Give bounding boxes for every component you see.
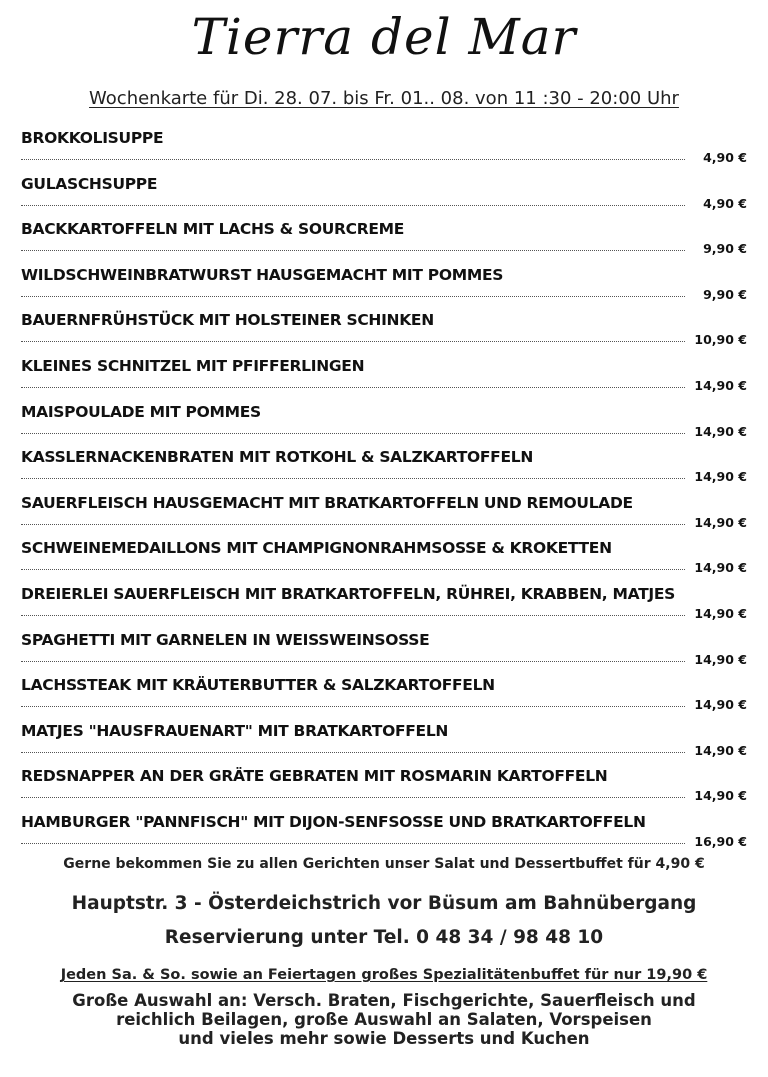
dotted-leader	[21, 205, 685, 206]
dotted-leader	[21, 341, 685, 342]
menu-item	[21, 813, 747, 859]
dotted-leader	[21, 569, 685, 570]
menu-item-price: 14,90 €	[694, 377, 747, 393]
buffet-line: Große Auswahl an: Versch. Braten, Fischgerichte, Sauerfleisch und	[72, 991, 696, 1010]
menu-item	[21, 631, 747, 677]
buffet-description	[0, 991, 768, 1048]
dotted-leader	[21, 661, 685, 662]
dotted-leader	[21, 250, 685, 251]
menu-item	[21, 494, 747, 540]
menu-list	[21, 129, 747, 859]
menu-item-price: 14,90 €	[694, 469, 747, 485]
menu-item-name: WILDSCHWEINBRATWURST HAUSGEMACHT MIT POMMES	[21, 265, 504, 284]
menu-item-name: BACKKARTOFFELN MIT LACHS & SOURCREME	[21, 220, 405, 239]
menu-item	[21, 357, 747, 403]
buffet-line: reichlich Beilagen, große Auswahl an Salaten, Vorspeisen	[116, 1010, 652, 1029]
menu-item-name: SPAGHETTI MIT GARNELEN IN WEISSWEINSOSSE	[21, 630, 430, 649]
menu-item-price: 14,90 €	[694, 514, 747, 530]
reservation-phone: Reservierung unter Tel. 0 48 34 / 98 48 10	[164, 927, 604, 948]
menu-item	[21, 448, 747, 494]
dotted-leader	[21, 433, 685, 434]
menu-item-price: 4,90 €	[703, 150, 747, 165]
menu-item-price: 14,90 €	[694, 651, 747, 667]
dotted-leader	[21, 159, 685, 160]
menu-item	[21, 722, 747, 768]
menu-item-name: KASSLERNACKENBRATEN MIT ROTKOHL & SALZKARTOFFELN	[21, 448, 534, 467]
menu-item-price: 14,90 €	[694, 560, 747, 576]
menu-item-price: 4,90 €	[703, 195, 747, 211]
menu-item-name: GULASCHSUPPE	[21, 174, 158, 193]
menu-item	[21, 266, 747, 312]
address: Hauptstr. 3 - Österdeichstrich vor Büsum am Bahnübergang	[71, 893, 697, 914]
menu-item	[21, 311, 747, 357]
week-subtitle: Wochenkarte für Di. 28. 07. bis Fr. 01.. 08. von 11 :30 - 20:00 Uhr	[89, 88, 679, 109]
menu-item	[21, 129, 747, 175]
weekend-buffet-note: Jeden Sa. & So. sowie an Feiertagen großes Spezialitätenbuffet für nur 19,90 €	[60, 967, 708, 983]
menu-item-price: 14,90 €	[694, 605, 747, 621]
buffet-line: und vieles mehr sowie Desserts und Kuchen	[178, 1029, 590, 1048]
dotted-leader	[21, 524, 685, 525]
menu-item-name: MAISPOULADE MIT POMMES	[21, 402, 261, 421]
menu-item	[21, 767, 747, 813]
menu-item-price: 16,90 €	[694, 833, 747, 849]
menu-item-name: KLEINES SCHNITZEL MIT PFIFFERLINGEN	[21, 356, 365, 375]
menu-item-name: HAMBURGER "PANNFISCH" MIT DIJON-SENFSOSSE UND BRATKARTOFFELN	[21, 812, 646, 831]
menu-item-name: BROKKOLISUPPE	[21, 129, 164, 147]
menu-item	[21, 175, 747, 221]
dotted-leader	[21, 706, 685, 707]
menu-item-name: MATJES "HAUSFRAUENART" MIT BRATKARTOFFELN	[21, 721, 449, 740]
dotted-leader	[21, 752, 685, 753]
menu-item-price: 10,90 €	[694, 332, 747, 348]
menu-item-price: 14,90 €	[694, 697, 747, 713]
dotted-leader	[21, 615, 685, 616]
menu-item-name: LACHSSTEAK MIT KRÄUTERBUTTER & SALZKARTOFFELN	[21, 676, 495, 695]
dotted-leader	[21, 387, 685, 388]
restaurant-title: Tierra del Mar	[191, 8, 577, 66]
menu-item	[21, 585, 747, 631]
menu-item-name: DREIERLEI SAUERFLEISCH MIT BRATKARTOFFELN, RÜHREI, KRABBEN, MATJES	[21, 584, 675, 603]
menu-item-name: BAUERNFRÜHSTÜCK MIT HOLSTEINER SCHINKEN	[21, 311, 434, 330]
dotted-leader	[21, 843, 685, 844]
menu-item	[21, 403, 747, 449]
menu-item-price: 9,90 €	[703, 286, 747, 302]
salad-buffet-note: Gerne bekommen Sie zu allen Gerichten unser Salat und Dessertbuffet für 4,90 €	[63, 856, 705, 872]
menu-item-price: 14,90 €	[694, 788, 747, 804]
dotted-leader	[21, 797, 685, 798]
dotted-leader	[21, 478, 685, 479]
menu-item-price: 14,90 €	[694, 423, 747, 439]
menu-item-name: REDSNAPPER AN DER GRÄTE GEBRATEN MIT ROSMARIN KARTOFFELN	[21, 767, 608, 786]
menu-item-name: SAUERFLEISCH HAUSGEMACHT MIT BRATKARTOFFELN UND REMOULADE	[21, 493, 633, 512]
menu-item-name: SCHWEINEMEDAILLONS MIT CHAMPIGNONRAHMSOSSE & KROKETTEN	[21, 539, 612, 558]
menu-item-price: 14,90 €	[694, 742, 747, 758]
menu-item	[21, 676, 747, 722]
menu-item	[21, 220, 747, 266]
dotted-leader	[21, 296, 685, 297]
menu-item-price: 9,90 €	[703, 241, 747, 257]
menu-item	[21, 539, 747, 585]
